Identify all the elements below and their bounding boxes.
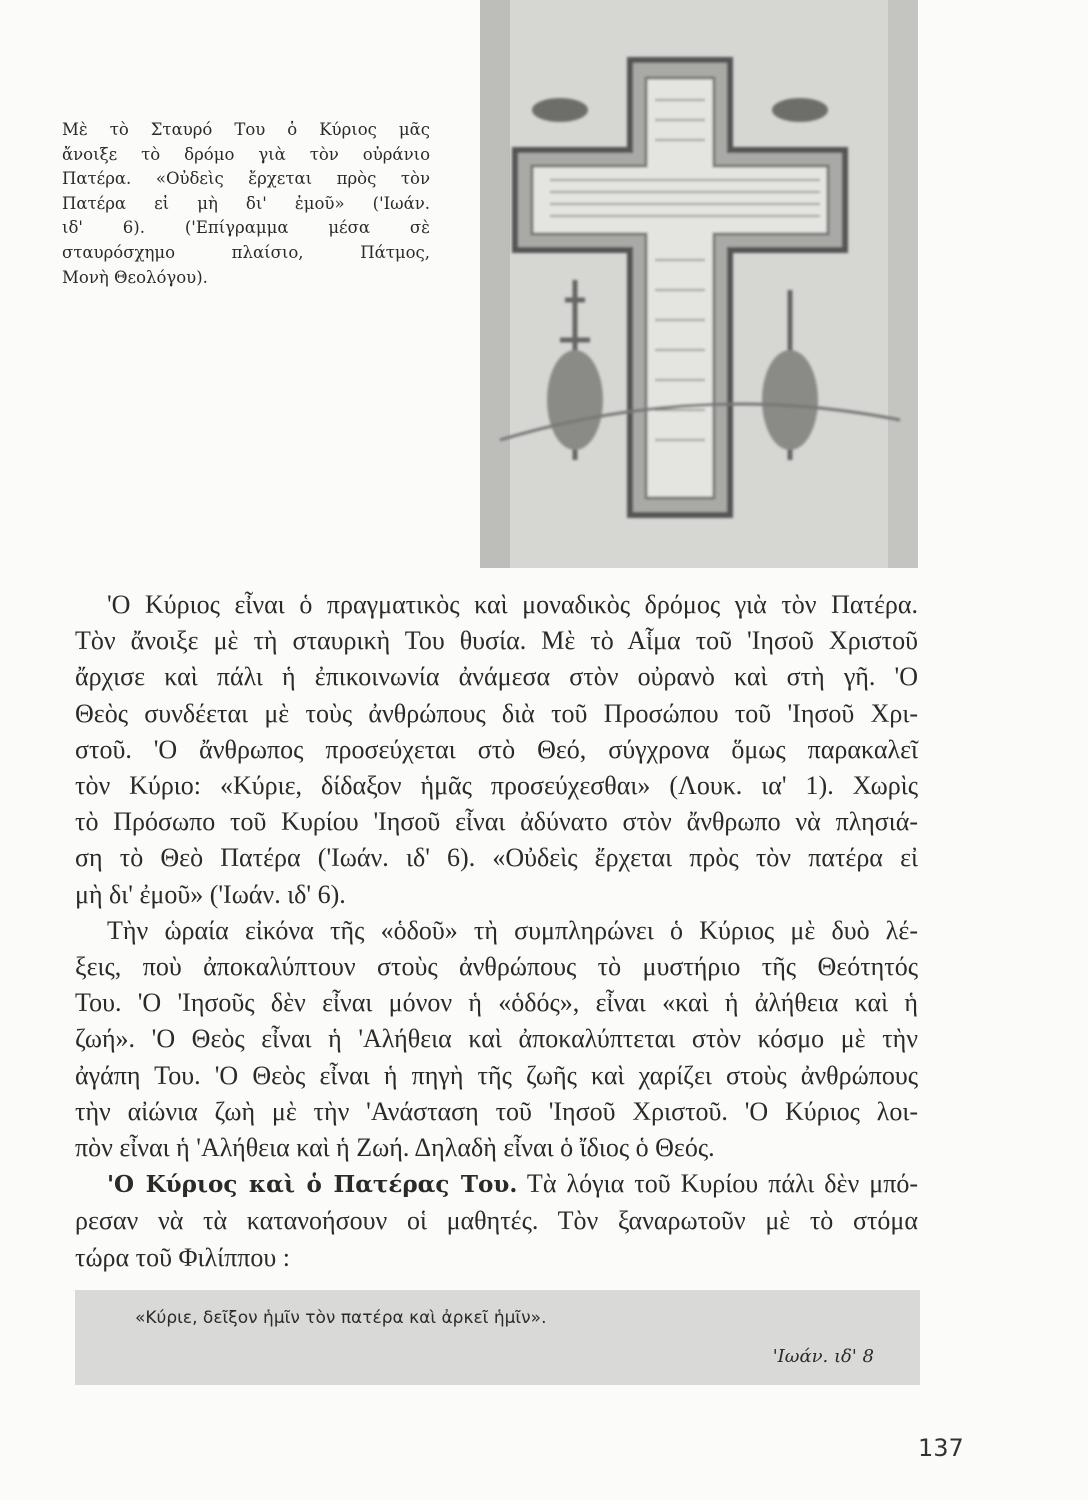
cross-illumination-picture [480,0,918,568]
paragraph-line: μὴ δι' ἐμοῦ» ('Ιωάν. ιδ' 6). [75,879,346,909]
figure-caption [62,118,430,290]
paragraph-line: 'Ο Κύριος εἶναι ὁ πραγματικὸς καὶ μοναδικὸς δρόμος γιὰ τὸν Πατέρα. [107,590,918,619]
caption-line: σταυρόσχημο πλαίσιο, Πάτμος, [62,242,430,262]
caption-line: ἄνοιξε τὸ δρόμο γιὰ τὸν οὐράνιο [62,144,430,164]
paragraph-line: Τὴν ὡραία εἰκόνα τῆς «ὁδοῦ» τὴ συμπληρώνει ὁ Κύριος μὲ δυὸ λέ- [107,915,918,945]
paragraph-line: τὸ Πρόσωπο τοῦ Κυρίου 'Ιησοῦ εἶναι ἀδύνατο στὸν ἄνθρωπο νὰ πλησιά- [75,807,918,837]
paragraph-line: στοῦ. 'Ο ἄνθρωπος προσεύχεται στὸ Θεό, σύγχρονα ὅμως παρακαλεῖ [75,734,918,764]
paragraph-line: ἀγάπη Του. 'Ο Θεὸς εἶναι ἡ πηγὴ τῆς ζωῆς καὶ χαρίζει στοὺς ἀνθρώπους [75,1060,918,1090]
manuscript-cross-image [480,0,918,568]
caption-line: Πατέρα εἰ μὴ δι' ἐμοῦ» ('Ιωάν. [62,193,430,213]
scripture-quote-box [75,1290,920,1385]
paragraph-line: ζωή». 'Ο Θεὸς εἶναι ἡ 'Αλήθεια καὶ ἀποκαλύπτεται στὸν κόσμο μὲ τὴν [75,1024,918,1054]
paragraph-line-text: Τὰ λόγια τοῦ Κυρίου πάλι δὲν μπό- [517,1169,918,1199]
caption-line: Μονὴ Θεολόγου). [62,267,208,287]
page-number: 137 [918,1434,964,1462]
paragraph-line: ρεσαν νὰ τὰ κατανοήσουν οἱ μαθητές. Τὸν ξαναρωτοῦν μὲ τὸ στόμα [75,1206,918,1236]
caption-line: ιδ' 6). ('Επίγραμμα μέσα σὲ [62,218,430,238]
section-heading: 'Ο Κύριος καὶ ὁ Πατέρας Του. [107,1171,518,1199]
paragraph-line: τὴν αἰώνια ζωὴ μὲ τὴν 'Ανάσταση τοῦ 'Ιησοῦ Χριστοῦ. 'Ο Κύριος λοι- [75,1096,918,1126]
quote-reference: 'Ιωάν. ιδ' 8 [772,1346,874,1367]
paragraph-line: τώρα τοῦ Φιλίππου : [75,1242,290,1272]
paragraph-line: Τὸν ἄνοιξε μὲ τὴ σταυρικὴ Του θυσία. Μὲ τὸ Αἷμα τοῦ 'Ιησοῦ Χριστοῦ [75,626,918,656]
paragraph-line: τὸν Κύριο: «Κύριε, δίδαξον ἡμᾶς προσεύχεσθαι» (Λουκ. ια' 1). Χωρὶς [75,771,918,801]
caption-line: Πατέρα. «Οὐδεὶς ἔρχεται πρὸς τὸν [62,169,430,189]
caption-line: Μὲ τὸ Σταυρό Του ὁ Κύριος μᾶς [62,120,430,139]
paragraph-line: ξεις, ποὺ ἀποκαλύπτουν στοὺς ἀνθρώπους τὸ μυστήριο τῆς Θεότητός [75,952,918,982]
paragraph-line [75,1166,918,1203]
paragraph-line: Θεὸς συνδέεται μὲ τοὺς ἀνθρώπους διὰ τοῦ Προσώπου τοῦ 'Ιησοῦ Χρι- [75,698,918,728]
paragraph-line: Του. 'Ο 'Ιησοῦς δὲν εἶναι μόνον ἡ «ὁδός», εἶναι «καὶ ἡ ἀλήθεια καὶ ἡ [75,988,918,1018]
body-text [75,587,918,1276]
quote-text: «Κύριε, δεῖξον ἡμῖν τὸν πατέρα καὶ ἀρκεῖ ἡμῖν». [135,1308,547,1328]
paragraph-line: ση τὸ Θεὸ Πατέρα ('Ιωάν. ιδ' 6). «Οὐδεὶς ἔρχεται πρὸς τὸν πατέρα εἰ [75,843,918,873]
paragraph-line: πὸν εἶναι ἡ 'Αλήθεια καὶ ἡ Ζωή. Δηλαδὴ εἶναι ὁ ἴδιος ὁ Θεός. [75,1133,715,1163]
paragraph-line: ἄρχισε καὶ πάλι ἡ ἐπικοινωνία ἀνάμεσα στὸν οὐρανὸ καὶ στὴ γῆ. 'Ο [75,662,918,692]
